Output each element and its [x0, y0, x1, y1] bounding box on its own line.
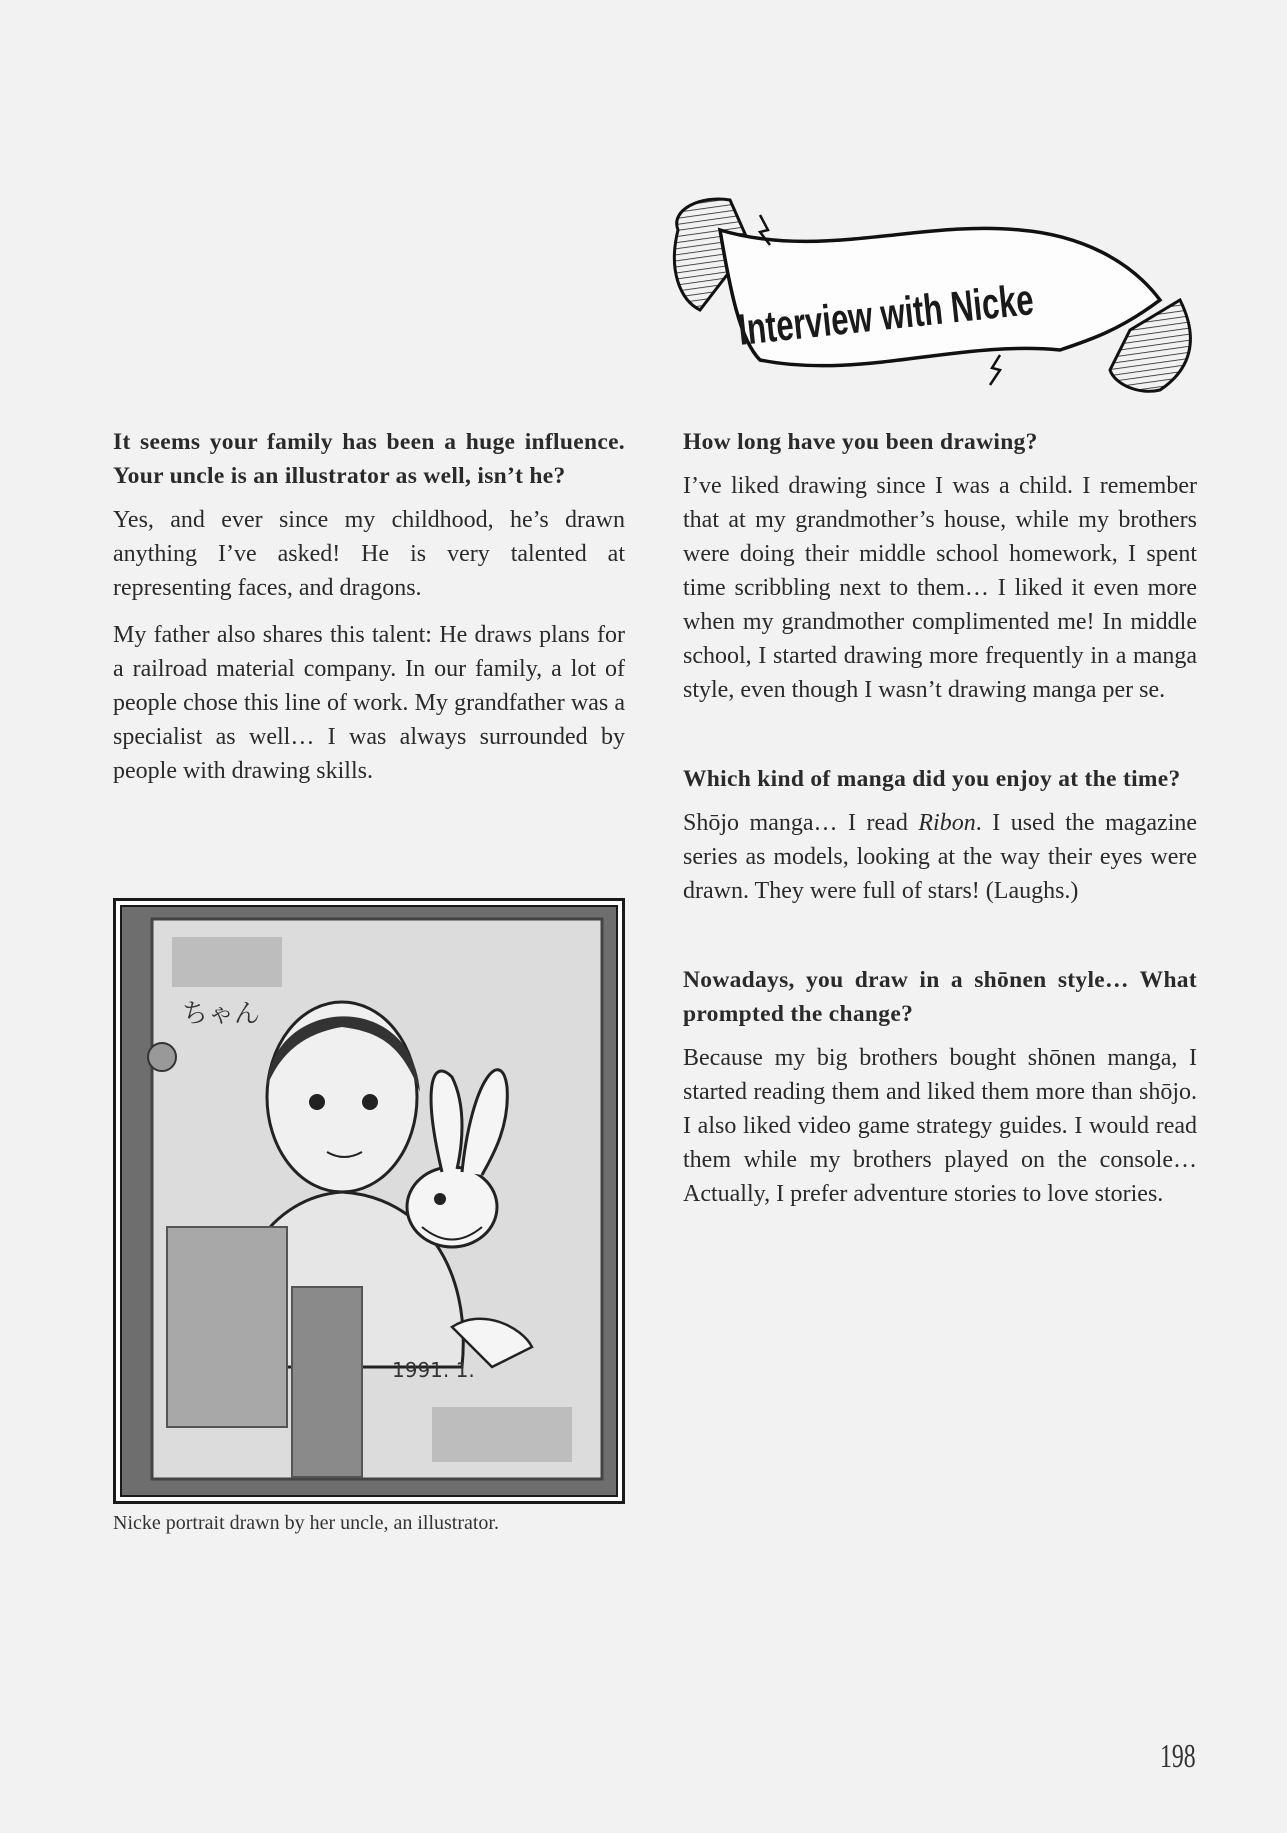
portrait-illustration	[122, 907, 616, 1495]
question-style-change: Nowadays, you draw in a shōnen style… What prompted the change?	[683, 967, 1197, 1027]
answer-which-manga	[683, 806, 1197, 908]
answer-father: My father also shares this talent: He draws plans for a railroad material company. In our family, a lot of people chose this line of work. My grandfather was a specialist as well… I was always surrounded by people with drawing skills.	[113, 622, 625, 784]
answer-uncle: Yes, and ever since my childhood, he’s drawn anything I’ve asked! He is very talented at representing faces, and dragons.	[113, 507, 625, 601]
question-family-influence: It seems your family has been a huge influence. Your uncle is an illustrator as well, isn’t he?	[113, 429, 625, 489]
answer-which-manga-part1: Shōjo manga… I read	[683, 810, 919, 836]
question-how-long: How long have you been drawing?	[683, 429, 1038, 455]
interview-title: Interview with Nicke	[735, 271, 1068, 355]
answer-how-long: I’ve liked drawing since I was a child. I remember that at my grandmother’s house, while my brothers were doing their middle school homework, I spent time scribbling next to them… I liked it even more when my grandmother complimented me! In middle school, I started drawing more frequently in a manga style, even though I wasn’t drawing manga per se.	[683, 473, 1197, 703]
title-banner	[660, 190, 1200, 410]
answer-which-manga-part2: . I used the magazine series as models, looking at the way their eyes were drawn. They were full of stars! (Laughs.)	[683, 810, 1198, 904]
question-which-manga: Which kind of manga did you enjoy at the time?	[683, 766, 1181, 792]
portrait-photo	[113, 898, 625, 1504]
photo-caption: Nicke portrait drawn by her uncle, an illustrator.	[113, 1512, 499, 1534]
ribon-title: Ribon	[918, 810, 976, 836]
left-column	[113, 425, 625, 801]
right-column	[683, 425, 1197, 1224]
page-number: 198	[1160, 1738, 1196, 1775]
portrait-handwriting: ちゃん	[182, 999, 261, 1029]
portrait-date: 1991. 1.	[392, 1358, 475, 1382]
answer-style-change: Because my big brothers bought shōnen manga, I started reading them and liked them more than shōjo. I also liked video game strategy guides. I would read them while my brothers played on the console… Actually, I prefer adventure stories to love stories.	[683, 1045, 1197, 1207]
